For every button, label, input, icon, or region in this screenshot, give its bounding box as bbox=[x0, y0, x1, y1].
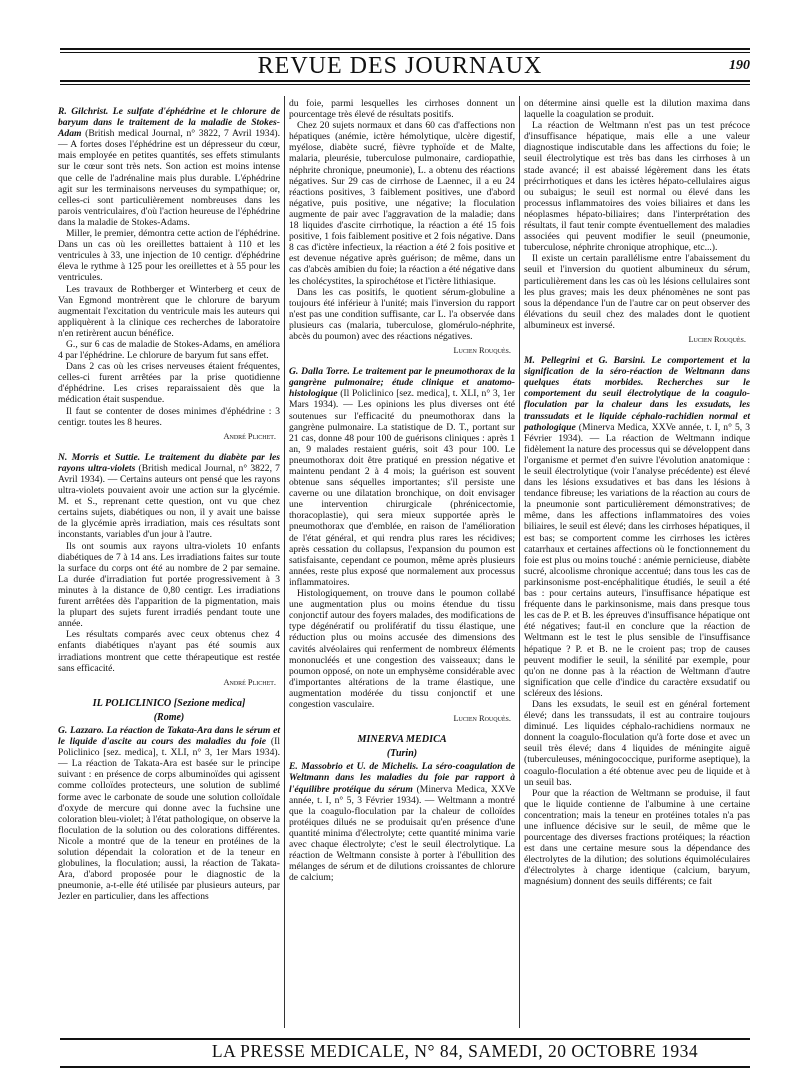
article-body: (British medical Journal, n° 3822, 7 Avril 1934). — A fortes doses l'éphédrine est un dépresseur du cœur, mais employée en petites quantités, ses effets stimulants sur le cœur sont très nets. Son action est moins intense que celle de l'adrénaline mais plus durable. L'éphédrine agit sur les terminaisons nerveuses du sympathique; or, celles-ci sont particulièrement nombreuses dans les parois ventriculaires, d'où l'action heureuse de l'éphédrine dans la maladie de Stokes-Adams. bbox=[58, 128, 280, 228]
journal-city: (Rome) bbox=[153, 711, 185, 723]
author-signature: Lucien Rouquès. bbox=[453, 346, 511, 356]
paragraph: Dans les cas positifs, le quotient sérum-globuline a toujours été inférieur à l'unité; mais l'inversion du rapport n'est pas une condition suffisante, car L. l'a observée dans plusieurs cas (malaria, tuberculose, glomérulo-néphrite, abcès du poumon) avec des réactions négatives. bbox=[289, 286, 515, 342]
page-footer: LA PRESSE MEDICALE, N° 84, SAMEDI, 20 OCTOBRE 1934 bbox=[211, 1041, 699, 1061]
paragraph: Chez 20 sujets normaux et dans 60 cas d'affections non hépatiques (anémie, ictère hémolytique, ulcère digestif, myélose, diabète sucré, fièvre typhoïde et de Malte, malaria, pleurésie, tuberculose pulmonaire, cardiopathie, néphrite chronique, pneumonie), L. a obtenu des réactions négatives. Sur 29 cas de cirrhose de Laennec, il a eu 24 réactions positives, 3 faiblement positives, une d'abord négative, puis positive, une négative; la floculation augmente de pair avec l'aggravation de la maladie; dans 18 liquides d'ascite cirrhotique, la réaction a été 15 fois positive, 1 fois faiblement positive et 2 fois négative. Dans 8 cas d'ictère infectieux, la réaction a été 2 fois positive et est devenue négative après guérison; de même, dans un cas d'abcès amibien du foie; la réaction a été négative dans les cholécystites, la spirochétose et l'ictère lithiasique. bbox=[289, 120, 515, 287]
page-number: 190 bbox=[729, 58, 750, 73]
paragraph-continued: du foie, parmi lesquelles les cirrhoses donnent un pourcentage très élevé de résultats positifs. bbox=[289, 98, 515, 121]
paragraph: Ils ont soumis aux rayons ultra-violets 10 enfants diabétiques de 7 à 14 ans. Les irradiations faites sur toute la surface du corps ont été au nombre de 2 par semaine. La durée d'irradiation fut portée progressivement à 3 minutes à la distance de 0,80 centigr. Les irradiations furent arrêtées dès l'apparition de la pigmentation, mais la plupart des sujets furent irradiés pendant toute une année. bbox=[58, 540, 280, 630]
article-heading bbox=[289, 366, 515, 588]
footer-rule-bottom bbox=[60, 1066, 750, 1068]
column-divider bbox=[519, 96, 520, 1028]
article-body: (Il Policlinico [sez. medica], t. XLI, n° 3, 1er Mars 1934). — La réaction de Takata-Ara est basée sur le principe suivant : en présence de corps albuminoïdes qui agissent comme colloïdes protecteurs, une solution de sublimé forme avec le carbonate de soude une solution colloïdale d'oxyde de mercure qui donne avec la fuchsine une coloration bleu-violet; à l'état pathologique, on observe la floculation de la solution ou des colorations différentes. Nicole a montré que de la teneur en protéines de la solution dépendait la coloration et de la teneur en globulines, la floculation; aussi, la réaction de Takata-Ara, d'abord proposée pour le diagnostic de la pneumonie, a-t-elle été utilisée par plusieurs auteurs, par Jezler en particulier, dans les affections bbox=[58, 736, 280, 903]
article-title: E. Massobrio et U. de Michelis. La séro-coagulation de Weltmann dans les maladies du foie par rapport à l'équilibre protéique du sérum bbox=[289, 761, 515, 795]
footer-rule-top bbox=[60, 1038, 750, 1040]
column-1 bbox=[58, 98, 280, 902]
article-body: (British medical Journal, n° 3822, 7 Avril 1934). — Certains auteurs ont pensé que les rayons ultra-violets pouvaient avoir une action sur la glycémie. M. et S., reprenant cette question, ont vu que chez certains sujets, diabétiques ou non, il y avait une baisse de la glycémie après irradiation, mais ces résultats sont inconstants, variables d'un jour à l'autre. bbox=[58, 462, 280, 541]
paragraph: G., sur 6 cas de maladie de Stokes-Adams, en améliora 4 par l'éphédrine. Le chlorure de baryum fut sans effet. bbox=[58, 338, 280, 362]
paragraph: Les résultats comparés avec ceux obtenus chez 4 enfants diabétiques n'ayant pas été soumis aux irradiations montrent que cette thérapeutique est restée sans efficacité. bbox=[58, 629, 280, 674]
article-title: R. Gilchrist. Le sulfate d'éphédrine et le chlorure de baryum dans le traitement de la maladie de Stokes-Adam bbox=[58, 106, 280, 140]
journal-name: MINERVA MEDICA bbox=[357, 734, 447, 746]
author-signature: André Plichet. bbox=[223, 677, 276, 687]
article-heading bbox=[524, 355, 750, 699]
column-2 bbox=[289, 98, 515, 883]
article-body: (Il Policlinico [sez. medica], t. XLI, n° 3, 1er Mars 1934). — Les opinions les plus diverses ont été soutenues sur l'efficacité du pneumothorax dans la gangrène pulmonaire. La statistique de D. T., portant sur 21 cas, donne 48 pour 100 de guérisons cliniques : après 1 an, 9 malades restaient guéris, soit 43 pour 100. Le pneumothorax doit être pratiqué en pression négative et maintenu pendant 2 à 4 mois; la guérison est souvent obtenue sans séquelles importantes; s'il persiste une caverne ou une dilatation bronchique, on doit envisager une intervention chirurgicale (phrénicectomie, thoracoplastie), qui sera mieux supportée après le pneumothorax que d'emblée, en raison de l'amélioration de l'état général, et qui rendra plus rares les récidives; après cessation du collapsus, l'expansion du poumon est satisfaisante, cependant ce poumon, même après plusieurs années, reste plus exposé que normalement aux processus inflammatoires. bbox=[289, 388, 515, 588]
paragraph: Dans 2 cas où les crises nerveuses étaient fréquentes, celles-ci furent arrêtées par la prise quotidienne d'éphédrine. Les crises reparaissaient dès que la médication était suspendue. bbox=[58, 361, 280, 406]
author-signature: André Plichet. bbox=[223, 431, 276, 441]
paragraph: Il existe un certain parallélisme entre l'abaissement du seuil et l'inversion du quotient albumineux du sérum, particulièrement dans les cas où les lésions cellulaires sont les plus graves; mais les deux phénomènes ne sont pas sous la dépendance l'un de l'autre car on peut observer des élévations du seuil chez des malades dont le quotient albumineux est inversé. bbox=[524, 253, 750, 331]
article-heading bbox=[58, 452, 280, 541]
article-title: G. Lazzaro. La réaction de Takata-Ara dans le sérum et le liquide d'ascite au cours des maladies du foie bbox=[58, 724, 280, 748]
header-rule-bottom-thin bbox=[60, 84, 750, 85]
article-title: G. Dalla Torre. Le traitement par le pneumothorax de la gangrène pulmonaire; étude clinique et anatomo-histologique bbox=[289, 366, 515, 400]
article-body: (Minerva Medica, XXVe année, t. I, n° 5, 3 Février 1934). — La réaction de Weltmann indique fidèlement la nature des processus qui se développent dans l'organisme et permet d'en suivre l'évolution anatomique : le seuil électrolytique (voir l'analyse précédente) est élevé dans les lésions exsudatives et bas dans les lésions à tendance fibreuse; les variations de la réaction au cours de la pneumonie sont particulièrement démonstratives; de même, dans les affections inflammatoires des voies biliaires, le seuil est élevé; dans les cirrhoses hépatiques, il est bas; se comportent comme les cirrhoses les ictères catarrhaux et certaines affections où le fonctionnement du foie est plus ou moins touché : anémie pernicieuse, diabète sucré, alcoolisme chronique accentué; dans tous les cas de parkinsonisme post-encéphalitique étudiés, le seuil a été bas : pour certains auteurs, l'insuffisance hépatique est fréquente dans le parkinsonisme, mais dans presque tous les cas de P. et B. les épreuves d'insuffisance hépatique ont été négatives; faut-il en conclure que la réaction de Weltmann est le test le plus sensible de l'insuffisance hépatique ? P. et B. ne le croient pas; trop de causes peuvent modifier le seuil, la sénilité par exemple, pour qu'on ne donne pas à la réaction de Weltmann d'autre signification que celle d'indice du caractère exsudatif ou scléreux des lésions. bbox=[524, 421, 750, 699]
article-title: M. Pellegrini et G. Barsini. Le comportement et la signification de la séro-réaction de Weltmann dans quelques états morbides. Recherches sur le comportement du seuil électrolytique de la coagulo-floculation par la chaleur dans les exsudats, les transsudats et le liquide céphalo-rachidien normal et pathologique bbox=[524, 355, 750, 433]
article-title: N. Morris et Suttie. Le traitement du diabète par les rayons ultra-violets bbox=[58, 451, 280, 474]
paragraph: Miller, le premier, démontra cette action de l'éphédrine. Dans un cas où les oreillettes battaient à 110 et les ventricules à 33, une injection de 10 centigr. d'éphédrine éleva le rythme à 125 pour les oreillettes et à 55 pour les ventricules. bbox=[58, 228, 280, 284]
paragraph: La réaction de Weltmann n'est pas un test précoce d'insuffisance hépatique, mais elle a une valeur diagnostique indiscutable dans les affections du foie; le seuil électrolytique est très bas dans les cirrhoses à un stade avancé; il est abaissé légèrement dans les états précirrhotiques et dans les ictères hépato-cellulaires aigus ou subaigus; le seuil est normal ou élevé dans les processus inflammatoires des voies biliaires et dans les néoplasmes hépato-biliaires; dans l'interprétation des résultats, il faut tenir compte éventuellement des maladies associées qui peuvent modifier le seuil (pneumonie, tuberculose, néphrite chronique atrophique, etc...). bbox=[524, 120, 750, 254]
running-header-title: REVUE DES JOURNAUX bbox=[257, 53, 543, 79]
paragraph-continued: on détermine ainsi quelle est la dilution maxima dans laquelle la coagulation se produit. bbox=[524, 98, 750, 121]
paragraph: Dans les exsudats, le seuil est en général fortement élevé; dans les transsudats, il est au contraire toujours diminué. Les liquides céphalo-rachidiens normaux ne donnent la coagulo-floculation qu'à forte dose et avec un seuil très élevé; dans 4 liquides de méningite aiguë (tuberculeuses, méningococcique, puriforme aseptique), la coagulo-floculation a été obtenue avec peu de liquide et à un seuil bas. bbox=[524, 698, 750, 788]
article-body: (Minerva Medica, XXVe année, t. I, n° 5, 3 Février 1934). — Weltmann a montré que la coagulo-floculation par la chaleur de colloïdes protéiques dilués ne se produisait qu'en présence d'une quantité minima d'électrolyte; cette quantité minima varie avec chaque électrolyte; c'est le seuil électrolytique. La réaction de Weltmann consiste à porter à l'ébullition des mélanges de sérum et de dilutions croissantes de chlorure de calcium; bbox=[289, 783, 515, 884]
paragraph: Il faut se contenter de doses minimes d'éphédrine : 3 centigr. toutes les 8 heures. bbox=[58, 405, 280, 428]
article-heading bbox=[58, 725, 280, 903]
author-signature: Lucien Rouquès. bbox=[688, 334, 746, 344]
journal-name: IL POLICLINICO [Sezione medica] bbox=[92, 697, 246, 709]
article-heading bbox=[58, 106, 280, 228]
paragraph: Histologiquement, on trouve dans le poumon collabé une augmentation plus ou moins étendue du tissu conjonctif autour des foyers malades, des modifications de type dégénératif ou prolifératif du tissu élastique, une réduction plus ou moins accusée des dimensions des cavités alvéolaires qui renferment de nombreux éléments mononucléés et une congestion des vaisseaux; dans le poumon opposé, on note un emphysème considérable avec d'importantes altérations de la trame élastique, une augmentation modérée du tissu conjonctif et une congestion vasculaire. bbox=[289, 588, 515, 710]
paragraph: Les travaux de Rothberger et Winterberg et ceux de Van Egmond montrèrent que le chlorure de baryum augmentait l'excitation du ventricule mais les auteurs qui appliquèrent à la clinique ces recherches de laboratoire n'en retirèrent aucun bénéfice. bbox=[58, 283, 280, 339]
header-rule-bottom bbox=[60, 80, 750, 82]
column-divider bbox=[284, 96, 285, 1028]
author-signature: Lucien Rouquès. bbox=[453, 714, 511, 724]
header-rule-top bbox=[60, 48, 750, 50]
column-3 bbox=[524, 98, 750, 888]
journal-city: (Turin) bbox=[386, 748, 418, 760]
article-heading bbox=[289, 761, 515, 883]
paragraph: Pour que la réaction de Weltmann se produise, il faut que le liquide contienne de l'albumine à une certaine concentration; mais la teneur en protéines totales n'a pas une influence décisive sur le seuil, de même que le pourcentage des diverses fractions protéiques; la réaction est dans une certaine mesure sous la dépendance des électrolytes de la dilution; des solutions équimoléculaires d'électrolytes à charge identique (calcium, baryum, magnésium) donnent des seuils différents; ce fait bbox=[524, 787, 750, 888]
